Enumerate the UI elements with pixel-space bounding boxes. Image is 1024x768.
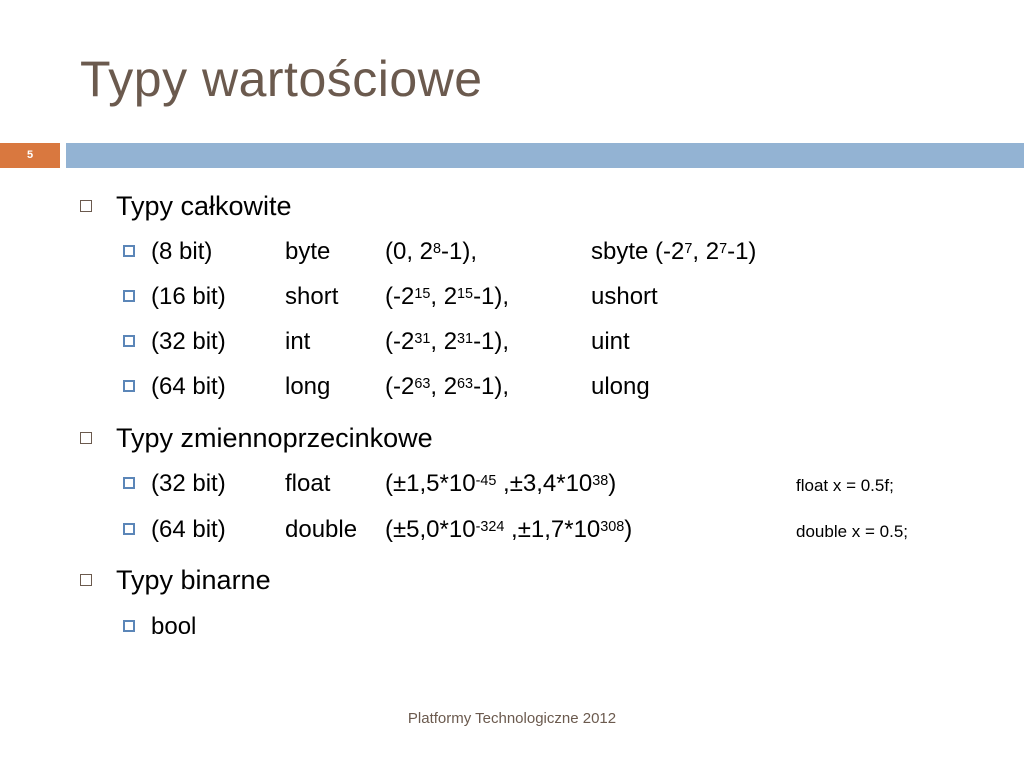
code-example: float x = 0.5f; (796, 476, 894, 495)
list-item (123, 369, 650, 405)
unsigned-type: ulong (591, 373, 650, 400)
bit-size: (32 bit) (151, 470, 226, 497)
value-range: ($-2^{31}$, $2^{31}-1$), (385, 328, 510, 355)
list-item (123, 512, 909, 548)
bit-size: (8 bit) (151, 238, 213, 265)
bit-size: (64 bit) (151, 373, 226, 400)
value-range: ($\pm 1,5*10^{-45}$ $,\pm 3,4*10^{38}$) (385, 470, 617, 497)
section-heading: Typy całkowite (80, 186, 292, 226)
code-example: double x = 0.5; (796, 522, 909, 541)
hollow-square-bullet-icon (80, 432, 92, 444)
list-item (123, 279, 658, 315)
type-name: bool (151, 613, 197, 640)
slide-title: Typy wartościowe (80, 51, 483, 107)
list-item (123, 234, 757, 270)
square-bullet-icon (123, 477, 135, 489)
section-heading: Typy zmiennoprzecinkowe (80, 418, 433, 458)
square-bullet-icon (123, 523, 135, 535)
hollow-square-bullet-icon (80, 200, 92, 212)
square-bullet-icon (123, 380, 135, 392)
square-bullet-icon (123, 290, 135, 302)
type-name: short (285, 283, 339, 310)
type-name: float (285, 470, 331, 497)
list-item (123, 324, 630, 360)
list-item (123, 466, 894, 502)
type-name: byte (285, 238, 331, 265)
section-heading: Typy binarne (80, 560, 271, 600)
square-bullet-icon (123, 335, 135, 347)
square-bullet-icon (123, 620, 135, 632)
hollow-square-bullet-icon (80, 574, 92, 586)
slide-footer: Platformy Technologiczne 2012 (407, 710, 617, 727)
slide-number: 5 (26, 149, 34, 161)
value-range: (0, $2^8-1$), (385, 238, 478, 265)
unsigned-type: ushort (591, 283, 658, 310)
value-range: ($-2^{15}$, $2^{15}-1$), (385, 283, 510, 310)
type-name: long (285, 373, 331, 400)
unsigned-type: sbyte ($-2^7$, $2^7-1$) (591, 238, 757, 265)
bit-size: (16 bit) (151, 283, 226, 310)
type-name: int (285, 328, 311, 355)
bit-size: (32 bit) (151, 328, 226, 355)
title-divider-bar (66, 143, 1024, 168)
value-range: ($-2^{63}$, $2^{63}-1$), (385, 373, 510, 400)
bit-size: (64 bit) (151, 516, 226, 543)
value-range: ($\pm 5,0*10^{-324}$ $,\pm 1,7*10^{308}$) (385, 516, 633, 543)
square-bullet-icon (123, 245, 135, 257)
unsigned-type: uint (591, 328, 630, 355)
list-item (123, 609, 197, 645)
type-name: double (285, 516, 358, 543)
